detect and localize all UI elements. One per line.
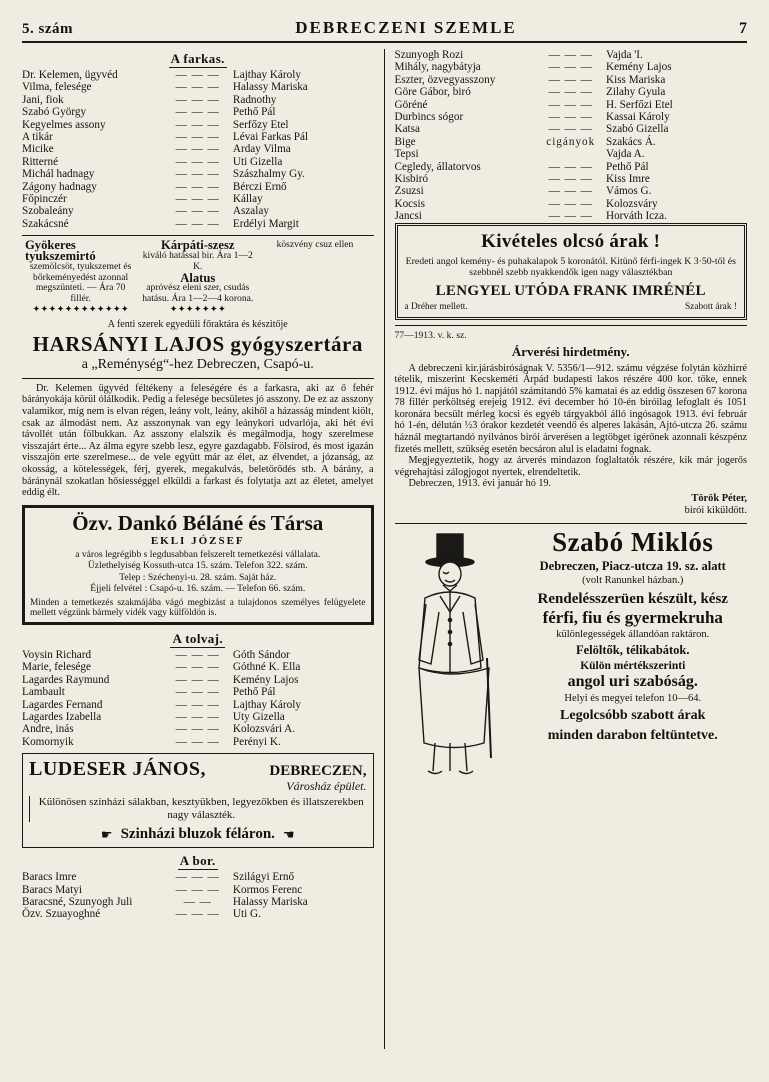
ad-text: szemölcsöt, tyukszemet és bőrkeményedést azonnal megszünteti. — Ára 70 fillér. ✦✦✦✦✦✦✦✦✦✦✦✦ [29,260,132,316]
gentleman-illustration [395,528,513,783]
signature-name: Török Péter, [691,493,747,505]
table-row: Lagardes Fernand — — — Lajthay Károly [22,698,301,711]
notice-reference-number: 77—1913. v. k. sz. [394,329,467,341]
ad-line-5: Külön mértékszerinti [580,660,686,673]
ad-line-8a: Legolcsóbb szabott árak [560,708,706,724]
table-row: Mihály, nagybátyja — — — Kemény Lajos [394,61,672,74]
ad-kivételes-arak [395,223,748,320]
table-row: Özv. Szuayoghné — — — Uti G. [22,908,261,921]
table-row: Göréné — — — H. Serfőzi Etel [394,98,673,111]
notice-place-date: Debreczen, 1913. évi január hó 19. [408,478,552,490]
table-row: Szunyogh Rozi — — — Vajda 'I. [394,49,643,61]
table-row: Dr. Kelemen, ügyvéd — — — Lajthay Károly [22,69,301,81]
ad-col-karpati [139,240,256,316]
cast-table-farkas [22,69,374,230]
ad-shop-address: Városház épület. [286,779,367,794]
ad-line-1: a város legrégibb s legdusabban felszerelt temetkezési vállalata. [75,548,321,560]
table-row: Szobaleány — — — Aszalay [22,205,269,218]
table-row: Szakácsné — — — Erdélyi Margit [22,217,299,230]
table-row: Bige cigányok Szakács Á. [394,135,656,148]
ad-shop-name: LENGYEL UTÓDA FRANK IMRÉNÉL [435,282,706,299]
ad-shop-address: Debreczen, Piacz-utcza 19. sz. alatt [539,559,726,574]
ad-text: kiváló hatással bir. Ára 1—2 K. [142,250,253,272]
ad-line-1: Rendelésszerüen készült, kész [537,591,728,608]
notice-paragraph-1: A debreczeni kir.járásbiróságnak V. 5356/1—912. számu végzése folytán közhirré tételik, miszerint Kecskeméti Árpád budapesti lakos részére 400 kor. töke, ennek 1912. évi május hó 1. napjától számitandó 5% kamatai és az eddig összesen 67 korona 78 fillér perköltség erejeig 1912. évi december hó 10-én biróilag lefoglalt és 1051 koronára becsült mérleg kocsi és egyéb tárgyakból álló ingósagok 1913. évi február hó 1-én, délután ½3 órakor kezdetét veendő és alperes lakásán, Ajtó-utcza 26. számu háznál megtartandó nyilvános birói árverésen a legtöbget igérőnek azonnali készpénz fizetés mellett, szükség esetén becsáron alul is eladatni fognak. [394,362,748,455]
pharmacy-name: HARSÁNYI LAJOS gyógyszertára [32,331,363,356]
ad-offer: Szinházi bluzok féláron. [120,826,275,843]
table-row: Göre Gábor, biró — — — Zilahy Gyula [394,86,666,99]
table-row: Baracs Imre — — — Szilágyi Ernő [22,871,295,884]
table-row: Vilma, felesége — — — Halassy Mariska [22,81,308,94]
notice-signature [395,493,748,517]
table-row: Michál hadnagy — — — Szászhalmy Gy. [22,168,305,181]
notice-body [395,363,748,491]
table-row: Főpinczér — — — Kállay [22,193,263,206]
table-row: Komornyik — — — Perényi K. [22,735,281,748]
cast-title-bor: A bor. [179,853,216,869]
table-row: Andre, inás — — — Kolozsvári A. [22,723,296,736]
table-row: Ritterné — — — Uti Gizella [22,155,283,168]
ad-pharmacy-products [22,240,374,373]
left-column [22,49,385,1049]
cast-table-bor [22,871,374,921]
cast-title-farkas: A farkas. [170,51,225,66]
ad-line-2: férfi, fiu és gyermekruha [542,608,723,628]
ad-phone: Helyi és megyei telefon 10—64. [564,693,702,705]
right-column [385,49,748,1049]
ad-col-koszveny [256,240,373,316]
cast-table-tolvaj [22,649,374,748]
table-row: Lagardes Raymund — — — Kemény Lajos [22,673,299,686]
ad-col-tyukszemirto [22,240,139,316]
table-row: Zágony hadnagy — — — Bérczi Ernő [22,180,287,193]
table-row: Zsuzsi — — — Vámos G. [394,185,652,198]
ad-headline: Gyökeres tyukszemirtó [25,238,96,264]
ad-foot-left: a Dréher mellett. [404,301,468,312]
ad-line-2: Üzlethelyiség Kossuth-utca 15. szám. Telefon 322. szám. [87,560,308,572]
table-row: A tikár — — — Lévai Farkas Pál [22,131,309,144]
page-columns [22,49,747,1049]
ad-shop-name: Szabó Miklós [552,527,714,558]
table-row: Katsa — — — Szabó Gizella [394,123,669,136]
ad-headline-alatus: Alatus [180,270,216,285]
page-number: 7 [739,20,747,37]
publication-title: DEBRECZENI SZEMLE [295,18,517,37]
table-row: Lambault — — — Pethő Pál [22,686,276,699]
ad-line-4: Felöltők, télikabátok. [575,643,690,658]
ad-shop-name: LUDESER JÁNOS, [29,758,207,781]
table-row: Kegyelmes assony — — — Serfőzy Etel [22,118,289,131]
cast-title-tolvaj: A tolvaj. [172,630,224,646]
ad-line-6: angol uri szabóság. [567,673,698,691]
notice-title: Árverési hirdetmény. [511,343,630,359]
notice-paragraph-2: Megjegyeztetik, hogy az árverés mindazon foglaltatók részére, kik már jogerős végrehajtási zálogjogot nyertek, elrendeltetik. [394,455,747,478]
hand-pointer-icon: ☚ [282,826,295,842]
ad-shop-address-note: (volt Ranunkel házban.) [582,575,684,587]
ad-subtitle: EKLI JÓZSEF [150,534,245,547]
ad-line-3: különlegességek állandóan raktáron. [556,629,710,641]
ad-szabo-miklos [395,523,748,783]
ad-line-8b: minden darabon feltüntetve. [547,728,718,744]
ad-title: Kivételes olcsó árak ! [481,230,661,252]
ad-shop-text: Különösen szinházi sálakban, kesztyükben, legyezőkben és illatszerekben nagy választék. [29,796,367,822]
table-row: Durbincs sógor — — — Kassai Károly [394,111,670,124]
ad-text-block [513,528,748,783]
ad-title: Özv. Dankó Béláné és Társa [72,510,324,535]
table-row: Lagardes Izabella — — — Uty Gizella [22,711,285,724]
ad-foot-right: Szabott árak ! [684,301,737,312]
ad-line-4: Éjjeli felvétel : Csapó-u. 16. szám. — Telefon 66. szám. [90,583,306,595]
ad-ludeser [22,753,374,848]
table-row: Kocsis — — — Kolozsváry [394,197,658,210]
table-row: Baracsné, Szunyogh Juli — — Halassy Mariska [22,896,308,909]
masthead [22,18,747,43]
table-row: Jani, fiok — — — Radnothy [22,93,277,106]
ad-headline: Kárpáti-szesz [161,238,235,253]
ad-text: apróvész eleni szer, csudás hatásu. Ára 1—2—4 korona. ✦✦✦✦✦✦✦ [142,282,254,316]
ad-note: Minden a temetkezés szakmájába vágó megbizást a tulajdonos személyes felügyelete mellett végzünk bármely vidék vagy külföldön is. [30,597,366,619]
article-paragraph: Dr. Kelemen ügyvéd féltékeny a feleségére és a farkasra, aki az ő fehér bárányokája körül ólálkodik. Pedig a felesége becsületes jó asszony. De ez az asszony valamikor, míg nem is elvan régen, leány volt, leány, akihől a házasság mindent kiölt, csak az álmodást nem. Az asszonynak van egy leánykori udvarlója, aki hét évi távollét után fölbukkan. Az asszony elalszik és megálmodja, hogy szerelmese visszajárt érte... Az álma egyre szebb lesz, egyre gazdagabb. Fölsírod, és most igazán visszajön erte szerelmese... de vele együtt már az élet, az élvendet, a józanság, az okosság, a kötelességek, férj, gyerek, megakulvás, beletörődés stb. A bárány, a báránynál szokatlan hősiességgel elküldi a farkast és folytatja azt az életet, amelyet eddig élt. [22,382,374,499]
table-row: Tepsi Vajda A. [394,148,645,161]
article-text-farkas [22,383,374,499]
table-row: Marie, felesége — — — Góthné K. Ella [22,661,301,674]
ad-shop-city: DEBRECZEN, [269,763,367,780]
ad-danko-funeral [22,505,374,625]
table-row: Baracs Matyi — — — Kormos Ferenc [22,883,303,896]
table-row: Eszter, özvegyasszony — — — Kiss Mariska [394,73,666,86]
table-row: Kisbiró — — — Kiss Imre [394,173,650,186]
table-row: Voysin Richard — — — Góth Sándor [22,648,290,661]
table-row: Cegledy, állatorvos — — — Pethő Pál [394,160,649,173]
signature-role: birói kiküldött. [684,505,747,517]
divider [395,325,748,326]
ad-line-3: Telep : Széchenyi-u. 28. szám. Saját ház. [119,571,277,583]
divider [22,378,374,379]
ad-text: köszvény csuz ellen [276,239,354,251]
table-row: Jancsi — — — Horváth Icza. [394,210,667,223]
pharmacy-address: a „Reménység“-hez Debreczen, Csapó-u. [81,356,314,372]
ad-subline: A fenti szerek egyedüli főraktára és készitője [107,318,288,330]
table-row: Micike — — — Arday Vilma [22,143,291,156]
hand-pointer-icon: ☛ [100,826,113,842]
divider [22,235,374,236]
cast-table-bor-continued [395,49,748,223]
issue-number: 5. szám [22,21,73,37]
table-row: Szabó György — — — Pethő Pál [22,106,276,119]
ad-body: Eredeti angol kemény- és puhakalapok 5 koronától. Kitünő férfi-ingek K 3·50-től és szebbnél szebb nyakkendők igen nagy választékban [405,255,736,279]
